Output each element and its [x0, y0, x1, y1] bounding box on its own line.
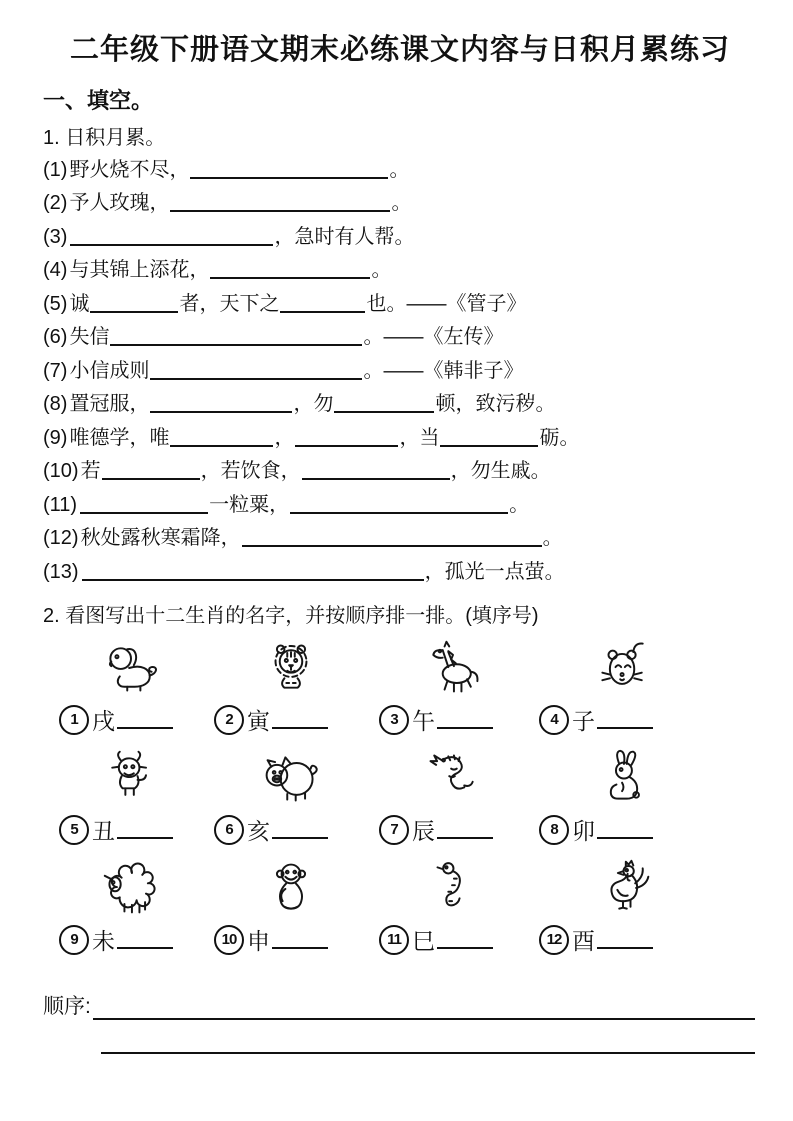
- zodiac-cell: [208, 746, 373, 846]
- item-text: 若: [80, 460, 101, 483]
- order-line: [43, 990, 755, 1020]
- zodiac-answer-blank[interactable]: [117, 711, 173, 729]
- item-text: 者，天下之: [179, 292, 280, 315]
- answer-blank[interactable]: [210, 263, 370, 279]
- zodiac-label: [214, 923, 328, 956]
- zodiac-label: [379, 813, 493, 846]
- snake-icon: [423, 858, 483, 918]
- answer-blank[interactable]: [150, 364, 362, 380]
- item-number: (7): [43, 359, 68, 382]
- zodiac-answer-blank[interactable]: [272, 821, 328, 839]
- item-text: ，勿生戚。: [450, 460, 551, 483]
- answer-blank[interactable]: [80, 498, 208, 514]
- answer-blank[interactable]: [170, 196, 390, 212]
- zodiac-image: [101, 636, 161, 698]
- zodiac-label: [539, 813, 653, 846]
- item-text: 砺。: [539, 426, 580, 449]
- zodiac-image: [423, 636, 483, 698]
- item-number: (1): [43, 158, 68, 181]
- answer-blank[interactable]: [440, 431, 538, 447]
- zodiac-answer-blank[interactable]: [117, 821, 173, 839]
- zodiac-answer-blank[interactable]: [272, 711, 328, 729]
- item-number: (2): [43, 192, 68, 215]
- fill-in-item: [43, 489, 757, 523]
- ox-icon: [101, 748, 161, 808]
- answer-blank[interactable]: [242, 531, 542, 547]
- zodiac-label: [59, 923, 173, 956]
- fill-in-item: [43, 288, 757, 322]
- zodiac-image: [593, 746, 653, 808]
- item-text: 。: [542, 527, 563, 550]
- zodiac-circled-number: 10: [214, 925, 244, 955]
- zodiac-circled-number: 9: [59, 925, 89, 955]
- item-text: 秋处露秋寒霜降，: [80, 527, 241, 550]
- item-number: (5): [43, 292, 68, 315]
- zodiac-image: [261, 636, 321, 698]
- item-text: 与其锦上添花，: [69, 259, 210, 282]
- zodiac-label: [379, 703, 493, 736]
- tiger-icon: [261, 638, 321, 698]
- zodiac-branch-character: 丑: [92, 818, 115, 845]
- item-text: 。——《左传》: [363, 326, 504, 349]
- zodiac-circled-number: 5: [59, 815, 89, 845]
- horse-icon: [423, 638, 483, 698]
- question-2-label: 2. 看图写出十二生肖的名字，并按顺序排一排。(填序号): [43, 605, 539, 628]
- zodiac-circled-number: 12: [539, 925, 569, 955]
- zodiac-circled-number: 7: [379, 815, 409, 845]
- fill-in-item: [43, 522, 757, 556]
- item-text: ，: [274, 426, 295, 449]
- zodiac-circled-number: 1: [59, 705, 89, 735]
- sheep-icon: [101, 858, 161, 918]
- zodiac-label: [379, 923, 493, 956]
- zodiac-answer-blank[interactable]: [437, 821, 493, 839]
- zodiac-answer-blank[interactable]: [597, 711, 653, 729]
- zodiac-circled-number: 8: [539, 815, 569, 845]
- answer-blank[interactable]: [70, 230, 273, 246]
- zodiac-cell: [373, 636, 533, 736]
- answer-blank[interactable]: [295, 431, 398, 447]
- fill-in-item: [43, 422, 757, 456]
- fill-in-item: [43, 556, 757, 590]
- answer-blank[interactable]: [150, 397, 292, 413]
- zodiac-cell: [373, 746, 533, 846]
- zodiac-circled-number: 4: [539, 705, 569, 735]
- item-text: 。——《韩非子》: [363, 359, 524, 382]
- question-1-label: 1. 日积月累。: [43, 126, 166, 149]
- zodiac-branch-character: 酉: [572, 928, 595, 955]
- item-number: (12): [43, 527, 79, 550]
- zodiac-image: [261, 856, 321, 918]
- item-number: (6): [43, 326, 68, 349]
- zodiac-image: [101, 746, 161, 808]
- section-one-heading: 一、填空。: [43, 87, 154, 113]
- fill-in-item: [43, 154, 757, 188]
- pig-icon: [261, 748, 321, 808]
- zodiac-cell: [373, 856, 533, 956]
- zodiac-label: [59, 813, 173, 846]
- zodiac-branch-character: 午: [412, 708, 435, 735]
- rooster-icon: [593, 858, 653, 918]
- answer-blank[interactable]: [110, 330, 362, 346]
- page-title: 二年级下册语文期末必练课文内容与日积月累练习: [69, 34, 730, 66]
- item-number: (9): [43, 426, 68, 449]
- dragon-icon: [423, 748, 483, 808]
- zodiac-branch-character: 辰: [412, 818, 435, 845]
- zodiac-image: [101, 856, 161, 918]
- item-text: ，勿: [293, 393, 334, 416]
- zodiac-circled-number: 11: [379, 925, 409, 955]
- answer-blank[interactable]: [102, 464, 200, 480]
- zodiac-cell: [533, 636, 713, 736]
- fill-in-item: [43, 355, 757, 389]
- zodiac-label: [59, 703, 173, 736]
- fill-in-item: [43, 455, 757, 489]
- order-section: [43, 990, 757, 1054]
- answer-blank[interactable]: [334, 397, 434, 413]
- zodiac-branch-character: 申: [247, 928, 270, 955]
- item-number: (13): [43, 560, 79, 583]
- zodiac-branch-character: 子: [572, 708, 595, 735]
- order-answer-blank[interactable]: [93, 994, 755, 1020]
- zodiac-label: [539, 703, 653, 736]
- zodiac-cell: [53, 636, 208, 736]
- zodiac-branch-character: 卯: [572, 818, 595, 845]
- item-text: ，孤光一点萤。: [424, 560, 565, 583]
- zodiac-answer-blank[interactable]: [597, 931, 653, 949]
- zodiac-label: [539, 923, 653, 956]
- zodiac-circled-number: 6: [214, 815, 244, 845]
- item-text: 失信: [69, 326, 110, 349]
- item-text: 。: [509, 493, 530, 516]
- answer-blank[interactable]: [90, 297, 178, 313]
- fill-in-item: [43, 187, 757, 221]
- item-text: 。: [391, 192, 412, 215]
- zodiac-branch-character: 未: [92, 928, 115, 955]
- item-number: (8): [43, 393, 68, 416]
- zodiac-answer-blank[interactable]: [437, 711, 493, 729]
- zodiac-cell: [533, 856, 713, 956]
- zodiac-answer-blank[interactable]: [272, 931, 328, 949]
- zodiac-branch-character: 亥: [247, 818, 270, 845]
- zodiac-grid: [53, 636, 713, 956]
- fill-in-item: [43, 321, 757, 355]
- item-text: 小信成则: [69, 359, 150, 382]
- zodiac-image: [593, 856, 653, 918]
- zodiac-label: [214, 813, 328, 846]
- item-number: (10): [43, 460, 79, 483]
- rat-icon: [593, 638, 653, 698]
- zodiac-image: [593, 636, 653, 698]
- zodiac-cell: [533, 746, 713, 846]
- answer-blank[interactable]: [280, 297, 365, 313]
- zodiac-label: [214, 703, 328, 736]
- item-text: 野火烧不尽，: [69, 158, 190, 181]
- item-text: 诚: [69, 292, 90, 315]
- order-answer-blank-2[interactable]: [101, 1050, 755, 1054]
- zodiac-circled-number: 3: [379, 705, 409, 735]
- item-text: 一粒粟，: [209, 493, 290, 516]
- zodiac-answer-blank[interactable]: [117, 931, 173, 949]
- item-text: ，急时有人帮。: [274, 225, 415, 248]
- zodiac-branch-character: 寅: [247, 708, 270, 735]
- item-text: 顿，致污秽。: [435, 393, 556, 416]
- zodiac-cell: [53, 856, 208, 956]
- zodiac-cell: [208, 856, 373, 956]
- order-label: 顺序:: [43, 995, 91, 1019]
- answer-blank[interactable]: [190, 163, 388, 179]
- item-number: (3): [43, 225, 68, 248]
- monkey-icon: [261, 858, 321, 918]
- rabbit-icon: [593, 748, 653, 808]
- zodiac-image: [423, 746, 483, 808]
- zodiac-cell: [208, 636, 373, 736]
- item-number: (11): [43, 493, 78, 516]
- dog-icon: [101, 638, 161, 698]
- item-text: 。: [371, 259, 392, 282]
- fill-in-list: [43, 154, 757, 590]
- item-text: 予人玫瑰，: [69, 192, 170, 215]
- answer-blank[interactable]: [302, 464, 450, 480]
- answer-blank[interactable]: [290, 498, 508, 514]
- zodiac-circled-number: 2: [214, 705, 244, 735]
- answer-blank[interactable]: [170, 431, 273, 447]
- item-text: 也。——《管子》: [366, 292, 527, 315]
- zodiac-cell: [53, 746, 208, 846]
- zodiac-answer-blank[interactable]: [437, 931, 493, 949]
- fill-in-item: [43, 221, 757, 255]
- item-text: ，当: [399, 426, 440, 449]
- zodiac-image: [423, 856, 483, 918]
- zodiac-branch-character: 戌: [92, 708, 115, 735]
- item-number: (4): [43, 259, 68, 282]
- item-text: 唯德学，唯: [69, 426, 170, 449]
- item-text: 置冠服，: [69, 393, 150, 416]
- item-text: 。: [389, 158, 410, 181]
- zodiac-branch-character: 巳: [412, 928, 435, 955]
- zodiac-image: [261, 746, 321, 808]
- item-text: ，若饮食，: [200, 460, 301, 483]
- fill-in-item: [43, 388, 757, 422]
- zodiac-answer-blank[interactable]: [597, 821, 653, 839]
- answer-blank[interactable]: [82, 565, 424, 581]
- fill-in-item: [43, 254, 757, 288]
